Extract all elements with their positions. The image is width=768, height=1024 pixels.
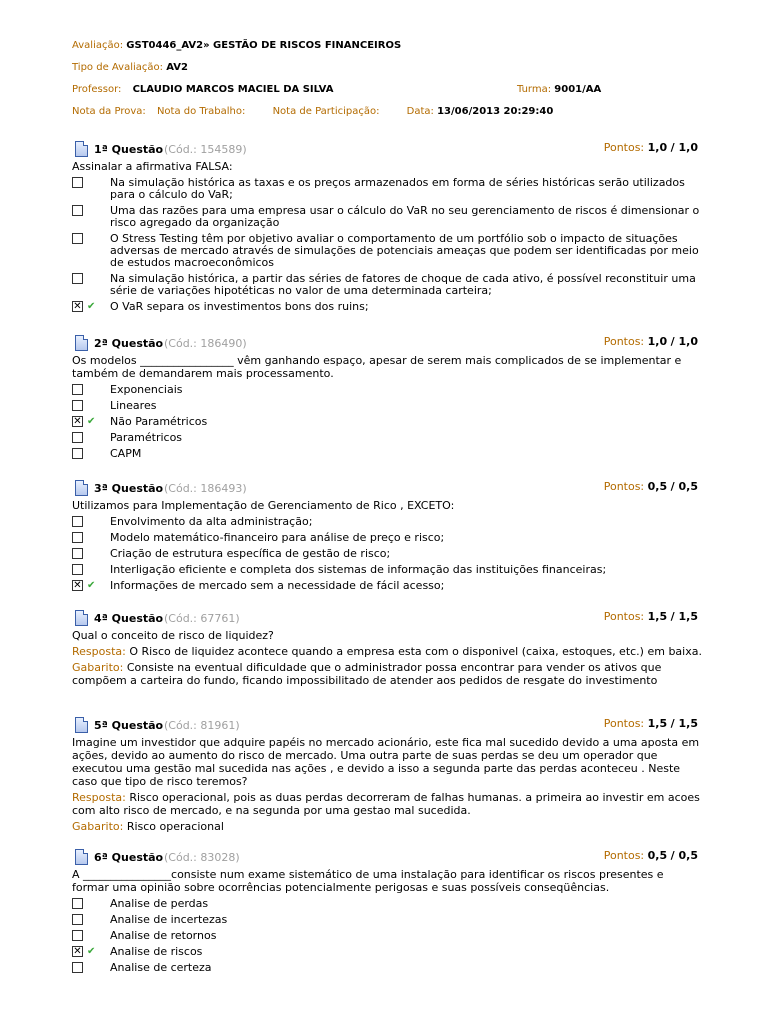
option-label: Criação de estrutura específica de gestão de risco; xyxy=(110,547,391,560)
option-3[interactable] xyxy=(72,930,702,942)
avaliacao-value: GST0446_AV2» GESTÃO DE RISCOS FINANCEIROS xyxy=(126,40,402,51)
option-label: O Stress Testing têm por objetivo avaliar o comportamento de um portfólio sob o impacto de situações adversas de mercado através de simulações de potenciais ameaças que podem ser identificadas por meio de estudos macroeconômicos xyxy=(110,232,699,269)
resposta-label: Resposta: xyxy=(72,791,126,804)
option-4[interactable] xyxy=(72,273,702,297)
question-points xyxy=(604,610,698,623)
option-5[interactable] xyxy=(72,580,702,592)
question-header xyxy=(72,480,702,498)
option-2[interactable] xyxy=(72,532,702,544)
question-2 xyxy=(72,335,702,460)
checkbox[interactable] xyxy=(72,898,83,909)
tipo-label: Tipo de Avaliação: xyxy=(72,62,164,73)
question-code: (Cód.: 186493) xyxy=(164,482,247,495)
points-value: 1,0 xyxy=(647,335,668,348)
option-label: Analise de riscos xyxy=(110,945,203,958)
points-label: Pontos: xyxy=(603,610,645,623)
points-max: / 1,0 xyxy=(670,141,698,154)
option-1[interactable] xyxy=(72,384,702,396)
option-1[interactable] xyxy=(72,516,702,528)
option-3[interactable] xyxy=(72,416,702,428)
checkbox[interactable] xyxy=(72,548,83,559)
option-label: Analise de retornos xyxy=(110,929,217,942)
resposta-text: O Risco de liquidez acontece quando a empresa esta com o disponivel (caixa, estoques, etc.) em baixa. xyxy=(129,645,702,658)
option-label: Na simulação histórica as taxas e os preços armazenados em forma de séries históricas serão utilizados para o cálculo do VaR; xyxy=(110,176,685,201)
checkbox-checked[interactable]: ✕ xyxy=(73,301,82,312)
checkbox-checked[interactable]: ✕ xyxy=(73,946,82,957)
option-label: CAPM xyxy=(110,447,142,460)
professor-label: Professor: xyxy=(72,84,122,95)
checkbox[interactable] xyxy=(72,177,83,188)
question-5 xyxy=(72,717,702,833)
option-5[interactable] xyxy=(72,448,702,460)
question-title: 6ª Questão xyxy=(94,851,164,864)
header-notas xyxy=(72,106,553,117)
data-value: 13/06/2013 20:29:40 xyxy=(437,106,554,117)
question-title: 1ª Questão xyxy=(94,143,164,156)
document-icon xyxy=(75,849,88,865)
points-max: / 1,5 xyxy=(670,610,698,623)
points-max: / 1,0 xyxy=(670,335,698,348)
option-label: Envolvimento da alta administração; xyxy=(110,515,313,528)
question-header xyxy=(72,335,702,353)
option-label: Na simulação histórica, a partir das séries de fatores de choque de cada ativo, é possível reconstituir uma série de variações hipotéticas no valor de uma determinada carteira; xyxy=(110,272,696,297)
question-title: 3ª Questão xyxy=(94,482,164,495)
checkbox[interactable] xyxy=(72,233,83,244)
points-value: 1,5 xyxy=(647,717,668,730)
option-1[interactable] xyxy=(72,177,702,201)
option-4[interactable] xyxy=(72,432,702,444)
correct-check-icon: ✔ xyxy=(87,301,96,312)
option-label: Não Paramétricos xyxy=(110,415,208,428)
option-label: Analise de perdas xyxy=(110,897,209,910)
correct-check-icon: ✔ xyxy=(87,416,96,427)
option-2[interactable] xyxy=(72,400,702,412)
question-header xyxy=(72,849,702,867)
question-1 xyxy=(72,141,702,313)
checkbox-checked[interactable]: ✕ xyxy=(73,580,82,591)
turma-value: 9001/AA xyxy=(554,84,602,95)
option-2[interactable] xyxy=(72,914,702,926)
points-max: / 0,5 xyxy=(670,480,698,493)
option-4[interactable] xyxy=(72,564,702,576)
gabarito-text: Risco operacional xyxy=(126,820,224,833)
option-5[interactable] xyxy=(72,962,702,974)
tipo-value: AV2 xyxy=(166,62,188,73)
resposta-text: Risco operacional, pois as duas perdas decorreram de falhas humanas. a primeira ao investir em acoes com alto risco de mercado, e na segunda por uma gestao mal sucedida. xyxy=(72,791,700,817)
nota-prova-label: Nota da Prova: xyxy=(72,106,146,117)
checkbox[interactable] xyxy=(72,930,83,941)
gabarito-text: Consiste na eventual dificuldade que o administrador possa encontrar para vender os ativos que compõem a carteira do fundo, ficando impossibilitado de atender aos pedidos de resgate do investimento xyxy=(72,661,662,687)
question-points xyxy=(604,717,698,730)
points-label: Pontos: xyxy=(603,849,645,862)
gabarito-block xyxy=(72,661,702,687)
checkbox-checked[interactable]: ✕ xyxy=(73,416,82,427)
points-label: Pontos: xyxy=(603,480,645,493)
points-max: / 0,5 xyxy=(670,849,698,862)
checkbox[interactable] xyxy=(72,448,83,459)
question-title: 4ª Questão xyxy=(94,612,164,625)
checkbox[interactable] xyxy=(72,273,83,284)
option-label: O VaR separa os investimentos bons dos ruins; xyxy=(110,300,369,313)
gabarito-label: Gabarito: xyxy=(72,661,124,674)
question-points xyxy=(604,480,698,493)
checkbox[interactable] xyxy=(72,962,83,973)
resposta-label: Resposta: xyxy=(72,645,126,658)
question-header xyxy=(72,610,702,628)
answer-block xyxy=(72,791,702,817)
correct-check-icon: ✔ xyxy=(87,580,96,591)
question-title: 2ª Questão xyxy=(94,337,164,350)
document-icon xyxy=(75,480,88,496)
document-icon xyxy=(75,141,88,157)
option-3[interactable] xyxy=(72,548,702,560)
question-4 xyxy=(72,610,702,687)
checkbox[interactable] xyxy=(72,432,83,443)
professor-value: CLAUDIO MARCOS MACIEL DA SILVA xyxy=(132,84,334,95)
checkbox[interactable] xyxy=(72,205,83,216)
question-code: (Cód.: 154589) xyxy=(164,143,247,156)
checkbox[interactable] xyxy=(72,564,83,575)
option-3[interactable] xyxy=(72,233,702,269)
option-label: Informações de mercado sem a necessidade de fácil acesso; xyxy=(110,579,445,592)
avaliacao-label: Avaliação: xyxy=(72,40,124,51)
data-label: Data: xyxy=(406,106,434,117)
checkbox[interactable] xyxy=(72,384,83,395)
header-turma xyxy=(517,84,601,95)
option-label: Uma das razões para uma empresa usar o cálculo do VaR no seu gerenciamento de riscos é dimensionar o risco agregado da organização xyxy=(110,204,700,229)
header-avaliacao xyxy=(72,40,401,51)
question-3 xyxy=(72,480,702,592)
question-points xyxy=(604,849,698,862)
option-5[interactable] xyxy=(72,301,702,313)
question-6 xyxy=(72,849,702,974)
question-header xyxy=(72,141,702,159)
points-value: 1,5 xyxy=(647,610,668,623)
header-professor xyxy=(72,84,333,95)
gabarito-block xyxy=(72,820,702,833)
checkbox[interactable] xyxy=(72,914,83,925)
question-text: Utilizamos para Implementação de Gerenciamento de Rico , EXCETO: xyxy=(72,499,455,512)
question-points xyxy=(604,335,698,348)
question-points xyxy=(604,141,698,154)
option-4[interactable] xyxy=(72,946,702,958)
question-header xyxy=(72,717,702,735)
question-code: (Cód.: 83028) xyxy=(164,851,240,864)
question-code: (Cód.: 81961) xyxy=(164,719,240,732)
question-title: 5ª Questão xyxy=(94,719,164,732)
checkbox[interactable] xyxy=(72,532,83,543)
option-label: Exponenciais xyxy=(110,383,183,396)
document-icon xyxy=(75,335,88,351)
points-value: 0,5 xyxy=(647,849,668,862)
gabarito-label: Gabarito: xyxy=(72,820,124,833)
points-label: Pontos: xyxy=(603,141,645,154)
question-text: Imagine um investidor que adquire papéis no mercado acionário, este fica mal sucedido devido a uma aposta em ações, devido ao aumento do risco de mercado. Uma outra parte de suas perdas se deu um operador que executou uma gestão mal sucedida nas ações , e devido a isso a segunda parte das perdas aconteceu . Neste caso que tipo de risco teremos? xyxy=(72,736,700,788)
option-1[interactable] xyxy=(72,898,702,910)
points-label: Pontos: xyxy=(603,335,645,348)
document-icon xyxy=(75,717,88,733)
points-max: / 1,5 xyxy=(670,717,698,730)
option-label: Modelo matemático-financeiro para análise de preço e risco; xyxy=(110,531,445,544)
correct-check-icon: ✔ xyxy=(87,946,96,957)
points-value: 0,5 xyxy=(647,480,668,493)
points-label: Pontos: xyxy=(603,717,645,730)
question-text: Qual o conceito de risco de liquidez? xyxy=(72,629,274,642)
points-value: 1,0 xyxy=(647,141,668,154)
option-label: Analise de incertezas xyxy=(110,913,228,926)
question-text: Assinalar a afirmativa FALSA: xyxy=(72,160,233,173)
checkbox[interactable] xyxy=(72,516,83,527)
option-label: Interligação eficiente e completa dos sistemas de informação das instituições financeiras; xyxy=(110,563,607,576)
option-label: Paramétricos xyxy=(110,431,183,444)
nota-trabalho-label: Nota do Trabalho: xyxy=(156,106,246,117)
option-label: Lineares xyxy=(110,399,157,412)
question-text: Os modelos _________________ vêm ganhando espaço, apesar de serem mais complicados de se implementar e também de demandarem mais processamento. xyxy=(72,354,682,380)
question-code: (Cód.: 67761) xyxy=(164,612,240,625)
question-text: A ________________consiste num exame sistemático de uma instalação para identificar os riscos presentes e formar uma opinião sobre ocorrências potencialmente perigosas e suas possíveis conseqüências. xyxy=(72,868,664,894)
document-icon xyxy=(75,610,88,626)
option-label: Analise de certeza xyxy=(110,961,212,974)
option-2[interactable] xyxy=(72,205,702,229)
answer-block xyxy=(72,645,702,658)
turma-label: Turma: xyxy=(517,84,552,95)
header-tipo xyxy=(72,62,188,73)
question-code: (Cód.: 186490) xyxy=(164,337,247,350)
checkbox[interactable] xyxy=(72,400,83,411)
nota-participacao-label: Nota de Participação: xyxy=(272,106,380,117)
